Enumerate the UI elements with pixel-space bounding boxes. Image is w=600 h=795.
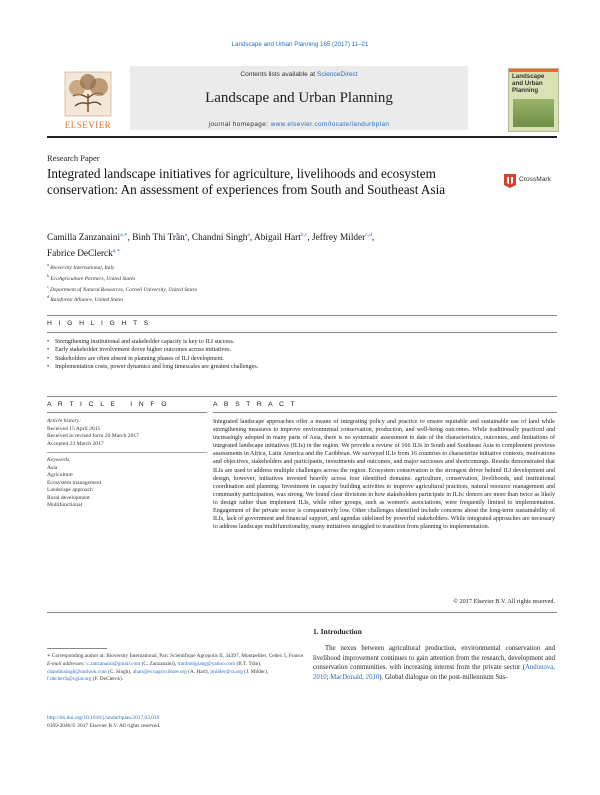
author-sup[interactable]: a — [184, 232, 188, 238]
abstract-copyright: © 2017 Elsevier B.V. All rights reserved. — [453, 598, 555, 605]
email-link[interactable]: jmilder@ra.org — [210, 668, 243, 675]
author-sup[interactable]: a — [247, 232, 250, 238]
journal-homepage — [130, 121, 468, 128]
homepage-prefix: journal homepage: — [208, 121, 269, 128]
doi-link[interactable]: http://dx.doi.org/10.1016/j.landurbplan.2017.03.010 — [47, 715, 160, 721]
introduction-paragraph: The nexus between agricultural production, environmental conservation and livelihood improvement continues to gain attention from the research, development and conservation communities, with increasing interest from the private sector (Andonova, 2010; MacDonald, 2010). Global dialogue on the post-millennium Sus- — [313, 645, 555, 681]
journal-masthead — [47, 66, 557, 138]
affiliation: $^b$ EcoAgriculture Partners, United States — [47, 272, 136, 282]
cover-title: Landscape and Urban Planning — [512, 73, 545, 94]
journal-title: Landscape and Urban Planning — [205, 90, 393, 106]
crossmark-label: CrossMark — [519, 176, 551, 183]
publisher-name: ELSEVIER — [64, 120, 112, 130]
highlights-heading: H I G H L I G H T S — [47, 320, 151, 327]
footnote-rule — [47, 648, 107, 649]
citation-link[interactable]: Andonova, 2010 — [313, 664, 555, 681]
divider — [47, 315, 557, 316]
email-link[interactable]: tranbinhgiang@yahoo.com — [177, 660, 236, 667]
author-sup[interactable]: c,d — [365, 232, 372, 238]
highlight-item: • Stakeholders are often absent in planning phases of ILI development. — [47, 355, 224, 362]
footnotes — [47, 653, 309, 684]
email-link[interactable]: c.zanzanaini@gmail.com — [86, 660, 141, 667]
history-item: Received in revised form 20 March 2017 — [47, 433, 139, 439]
divider — [47, 412, 207, 413]
author-sup[interactable]: b,c — [300, 232, 308, 238]
cover-image — [513, 99, 554, 127]
author[interactable]: Abigail Hart — [254, 233, 301, 244]
highlight-item: • Early stakeholder involvement drove higher outcomes across initiatives. — [47, 347, 231, 354]
journal-cover[interactable] — [508, 68, 559, 132]
contents-prefix: Contents lists available at — [240, 71, 316, 78]
homepage-link[interactable]: www.elsevier.com/locate/landurbplan — [270, 121, 390, 128]
cover-stripe — [509, 69, 558, 72]
keyword: Agriculture — [47, 472, 73, 478]
author[interactable]: Binh Thi Trần — [132, 233, 185, 244]
corresponding-note: ∗ Corresponding author at: Bioversity International, Parc Scientifique Agropolis II, 34397, Montpellier, Cedex 5, France. — [47, 653, 305, 659]
article-info — [47, 418, 207, 510]
abstract-text: Integrated landscape approaches offer a means of integrating policy and practice to ensure equitable and sustainable use of land while strengthening measures to improve environmental conservation, production, and well-being outcomes. While traditionally practiced and increasingly adopted in many parts of Asia, there is no systematic assessment to date of the characteristics, outcomes, and limitations of integrated landscape initiatives (ILIs) in the region. We provide a review of 166 ILIs in South and Southeast Asia to complement previous assessments in Africa, Latin America and the Caribbean. We surveyed ILIs from 16 countries to characterize initiative contexts, motivations and objectives, stakeholders and participants, investments and outcomes, and major successes and shortcomings. Results demonstrated that ILIs are used to address multiple challenges across the region. Ecosystem conservation is the strongest driver behind ILI development and design, however, initiatives invested heavily across four identified domains: agriculture, conservation, livelihoods, and institutional coordination and planning. Investment in capacity building activities to improve agricultural practices, natural resource management and community participation, was strong. We found clear divisions in how stakeholders participate in ILIs: donors are more than twice as likely to design rather than implement ILIs, while other groups, such as women's associations, were frequently limited to implementation. Engagement of the private sector is comparatively low. Other challenges identified include concerns about the long-term sustainability of ILIs, lack of government and financial support, and agendas sidelined by powerful stakeholders. While integrated approaches are necessary to address landscape multifunctionality, many initiatives struggled to transition from planning to implementation. — [213, 419, 555, 531]
masthead-band — [130, 66, 468, 130]
crossmark-icon — [503, 173, 517, 189]
author[interactable]: Jeffrey Milder — [312, 233, 366, 244]
citation-link[interactable]: MacDonald, 2010 — [330, 673, 380, 681]
email-link[interactable]: f.declerck@cgiar.org — [47, 676, 92, 683]
keyword: Asia — [47, 464, 58, 471]
section-heading: 1. Introduction — [313, 627, 362, 636]
history-label: Article history: — [47, 418, 82, 424]
author-sup[interactable]: a,∗ — [112, 248, 121, 255]
issn-line: 0169-2046/© 2017 Elsevier B.V. All rights reserved. — [47, 723, 161, 729]
divider — [47, 452, 207, 454]
abstract-heading: A B S T R A C T — [213, 401, 297, 408]
highlights-list — [47, 338, 258, 371]
keyword: Multifunctional — [47, 502, 83, 508]
keyword: Ecosystem management — [47, 479, 102, 486]
article-type: Research Paper — [47, 153, 100, 163]
email-addresses: E-mail addresses: c.zanzanaini@gmail.com (C. Zanzanaini), tranbinhgiang@yahoo.com (B.T. Trần), chandnisingh@outlook.com (C. Singh), ahart@ecoagriculture.org (A. Hart), jmilder@ra.org (J. Milder), f.declerck@cgiar.org (F. DeClerck). — [47, 660, 269, 683]
author-list: Camilla Zanzanaini$^{a,∗}$, Binh Thi Trần$^a$, Chandni Singh$^a$, Abigail Hart$^{b,c}$, Jeffrey Milder$^{c,d}$, Fabrice DeClerck$^{a,∗}$ — [47, 232, 375, 260]
divider — [213, 412, 557, 413]
crossmark-badge[interactable] — [503, 173, 563, 189]
author-sup[interactable]: a,∗ — [120, 232, 128, 238]
journal-reference[interactable]: Landscape and Urban Planning 165 (2017) 11–21 — [231, 41, 369, 48]
sciencedirect-link[interactable]: ScienceDirect — [316, 71, 358, 78]
highlight-item: • Implementation costs, power dynamics and long timescales are greatest challenges. — [47, 363, 259, 370]
author[interactable]: Camilla Zanzanaini — [47, 233, 121, 244]
keywords-label: Keywords: — [47, 457, 72, 463]
history-item: Received 15 April 2015 — [47, 425, 101, 432]
email-link[interactable]: ahart@ecoagriculture.org — [132, 668, 187, 675]
author[interactable]: Fabrice DeClerck — [47, 249, 113, 260]
doi-block — [47, 714, 160, 730]
article-title: Integrated landscape initiatives for agriculture, livelihoods and ecosystem conservation: An assessment of experiences from South and Southeast Asia — [47, 166, 446, 198]
article-info-heading: A R T I C L E I N F O — [47, 401, 169, 408]
history-item: Accepted 23 March 2017 — [47, 440, 104, 447]
affiliation: $^c$ Department of Natural Resources, Cornell University, United States — [47, 283, 198, 293]
divider — [47, 332, 557, 333]
affiliation: $^a$ Bioversity International, Italy — [47, 262, 115, 271]
keyword: Rural development — [47, 494, 90, 501]
highlight-item: • Strengthening institutional and stakeholder capacity is key to ILI success. — [47, 339, 235, 345]
keyword: Landscape approach — [47, 487, 93, 493]
contents-line — [130, 71, 468, 78]
author[interactable]: Chandni Singh — [191, 233, 248, 244]
divider — [47, 612, 557, 613]
email-link[interactable]: chandnisingh@outlook.com — [47, 668, 107, 675]
affiliation: $^d$ Rainforest Alliance, United States — [47, 294, 124, 304]
affiliations — [47, 261, 197, 304]
divider — [47, 396, 557, 397]
